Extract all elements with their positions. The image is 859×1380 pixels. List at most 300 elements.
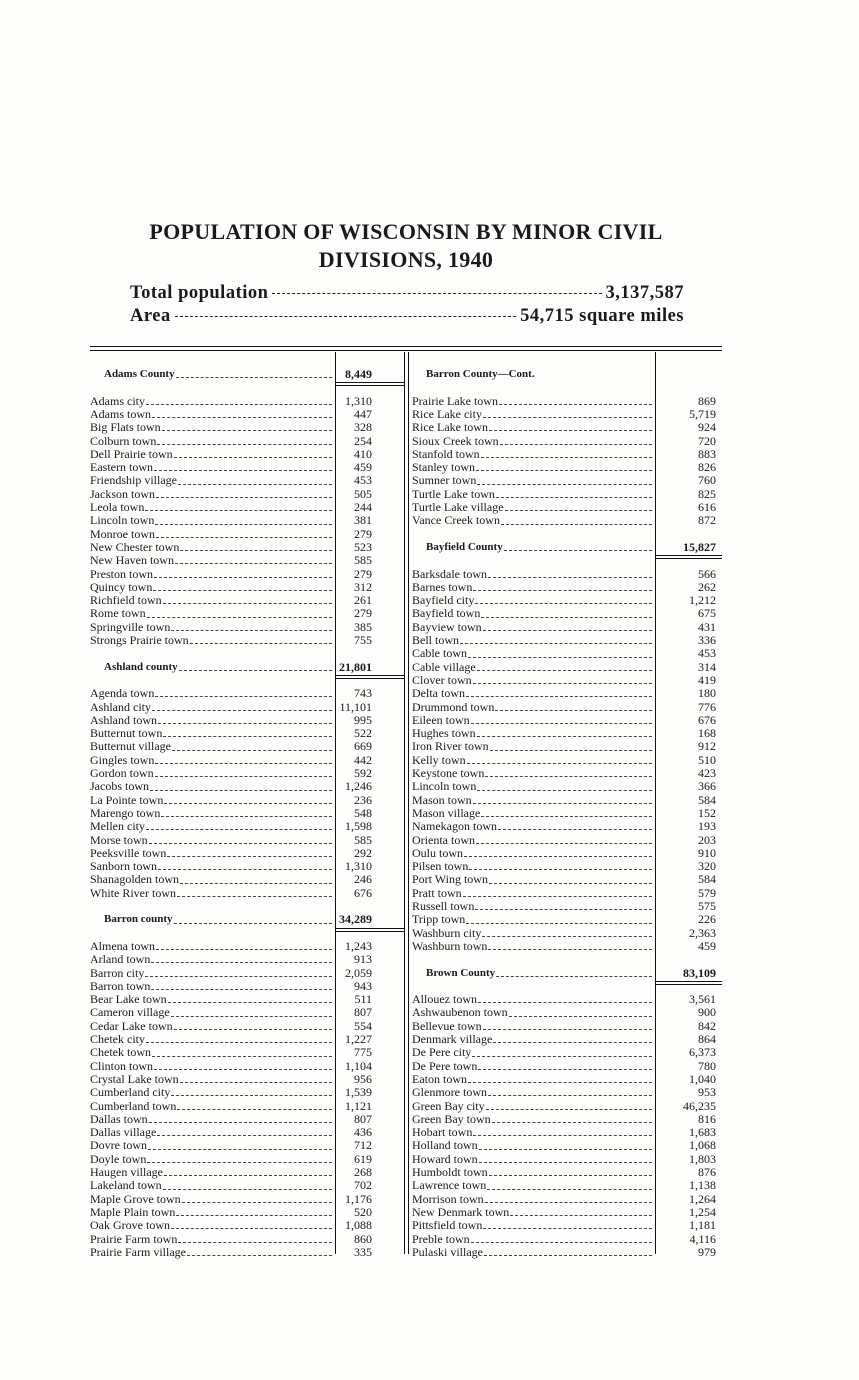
population-value: 279 — [354, 607, 372, 621]
division-label: Hobart town — [412, 1126, 473, 1140]
population-value: 410 — [354, 447, 372, 461]
leader-dots — [180, 883, 332, 884]
division-name — [412, 408, 652, 421]
division-name — [90, 767, 332, 780]
title-line-1: POPULATION OF WISCONSIN BY MINOR CIVIL — [149, 219, 663, 244]
division-label: Cedar Lake town — [90, 1019, 173, 1033]
population-value: 872 — [698, 514, 716, 528]
division-label: Marengo town — [90, 806, 161, 820]
county-header — [90, 913, 332, 926]
division-label: Bell town — [412, 634, 459, 647]
total-double-rule — [336, 382, 404, 386]
division-label: Monroe town — [90, 527, 155, 541]
leader-dots — [153, 590, 332, 591]
leader-dots — [477, 484, 652, 485]
population-value: 720 — [698, 434, 716, 448]
leader-dots — [172, 750, 332, 751]
area-value: 54,715 square miles — [520, 306, 684, 326]
division-label: Orienta town — [412, 833, 475, 847]
population-value: 776 — [698, 700, 716, 714]
leader-dots — [163, 736, 332, 737]
population-value: 585 — [354, 833, 372, 847]
division-label: Ashland city — [90, 700, 151, 714]
division-label: Oak Grove town — [90, 1219, 170, 1233]
county-header — [412, 967, 652, 980]
division-label: Preble town — [412, 1232, 470, 1246]
population-value: 292 — [354, 846, 372, 860]
leader-dots — [505, 510, 652, 511]
population-value: 807 — [354, 1006, 372, 1020]
total-population-label: Total population — [130, 283, 269, 303]
leader-dots — [473, 803, 652, 804]
population-value: 554 — [354, 1019, 372, 1033]
division-name — [90, 461, 332, 474]
leader-dots — [485, 1202, 652, 1203]
division-name — [412, 1020, 652, 1033]
division-label: Vance Creek town — [412, 514, 500, 528]
division-name — [412, 1166, 652, 1179]
division-label: New Haven town — [90, 554, 174, 568]
leader-dots — [175, 316, 516, 317]
leader-dots — [483, 630, 652, 631]
population-value: 1,138 — [689, 1179, 716, 1193]
leader-dots — [495, 710, 652, 711]
leader-dots — [145, 510, 332, 511]
column-divider — [404, 352, 405, 1254]
division-name — [412, 834, 652, 847]
division-label: Quincy town — [90, 580, 153, 594]
division-name — [90, 1126, 332, 1139]
population-value: 180 — [698, 687, 716, 701]
leader-dots — [163, 1189, 332, 1190]
division-label: Kelly town — [412, 753, 466, 767]
table-top-rule — [90, 346, 722, 351]
leader-dots — [176, 1215, 332, 1216]
population-value: 335 — [354, 1245, 372, 1259]
county-header — [90, 661, 332, 674]
population-value: 4,116 — [689, 1232, 716, 1246]
leader-dots — [467, 763, 652, 764]
division-label: Russell town — [412, 900, 475, 913]
division-name — [90, 607, 332, 620]
division-name — [412, 780, 652, 793]
division-name — [90, 568, 332, 581]
division-name — [90, 687, 332, 700]
county-total: 15,827 — [683, 540, 716, 554]
population-value: 419 — [698, 673, 716, 687]
leader-dots — [483, 1228, 652, 1229]
division-name — [412, 1206, 652, 1219]
population-value: 548 — [354, 806, 372, 820]
division-label: Cumberland city — [90, 1086, 171, 1100]
population-value: 883 — [698, 447, 716, 461]
population-value: 1,246 — [345, 780, 372, 794]
population-value: 254 — [354, 434, 372, 448]
leader-dots — [174, 457, 332, 458]
division-label: Strongs Prairie town — [90, 634, 189, 647]
division-name — [412, 594, 652, 607]
division-label: Howard town — [412, 1152, 478, 1166]
population-value: 864 — [698, 1033, 716, 1046]
population-value: 336 — [698, 634, 716, 647]
population-value: 842 — [698, 1019, 716, 1033]
division-name — [90, 1193, 332, 1206]
leader-dots — [473, 683, 652, 684]
population-value: 712 — [354, 1139, 372, 1153]
division-name — [412, 1179, 652, 1192]
leader-dots — [481, 617, 652, 618]
division-name — [90, 714, 332, 727]
population-value: 1,088 — [345, 1219, 372, 1233]
population-value: 3,561 — [689, 993, 716, 1007]
division-label: Friendship village — [90, 474, 177, 488]
division-name — [412, 1086, 652, 1099]
division-name — [90, 1033, 332, 1046]
total-double-rule — [656, 555, 722, 559]
division-label: White River town — [90, 886, 176, 900]
leader-dots — [176, 377, 332, 378]
population-value: 244 — [354, 501, 372, 514]
division-label: Peeksville town — [90, 846, 167, 860]
population-value: 869 — [698, 394, 716, 408]
division-label: Lakeland town — [90, 1179, 162, 1193]
division-name — [90, 953, 332, 966]
division-name — [412, 1233, 652, 1246]
population-value: 279 — [354, 527, 372, 541]
division-label: Big Flats town — [90, 421, 161, 435]
division-label: Haugen village — [90, 1166, 163, 1179]
population-value: 314 — [698, 660, 716, 674]
leader-dots — [500, 444, 652, 445]
population-value: 1,598 — [345, 820, 372, 834]
population-value: 1,539 — [345, 1086, 372, 1100]
division-name — [412, 1246, 652, 1259]
division-label: Butternut town — [90, 727, 163, 741]
division-name — [412, 887, 652, 900]
leader-dots — [477, 670, 652, 671]
county-total — [658, 368, 716, 381]
division-label: Sioux Creek town — [412, 434, 499, 448]
population-value: 1,683 — [689, 1126, 716, 1140]
population-value: 702 — [354, 1179, 372, 1193]
division-name — [412, 435, 652, 448]
leader-dots — [146, 829, 332, 830]
division-label: Keystone town — [412, 767, 485, 780]
division-name — [412, 488, 652, 501]
leader-dots — [157, 444, 332, 445]
division-label: Agenda town — [90, 687, 155, 701]
division-name — [90, 408, 332, 421]
division-name — [412, 687, 652, 700]
division-label: Bellevue town — [412, 1019, 482, 1033]
population-value: 459 — [698, 939, 716, 953]
division-label: Turtle Lake village — [412, 501, 504, 514]
leader-dots — [152, 1056, 332, 1057]
leader-dots — [479, 1149, 652, 1150]
population-value: 447 — [354, 407, 372, 421]
population-value: 584 — [698, 873, 716, 887]
leader-dots — [272, 293, 601, 294]
leader-dots — [155, 763, 332, 764]
leader-dots — [481, 457, 652, 458]
population-value: 1,121 — [345, 1099, 372, 1113]
division-label: Gingles town — [90, 753, 155, 767]
population-value: 1,212 — [689, 594, 716, 608]
division-name — [412, 1126, 652, 1139]
population-value: 900 — [698, 1006, 716, 1020]
division-label: Doyle town — [90, 1152, 147, 1166]
population-value: 510 — [698, 753, 716, 767]
division-name — [90, 435, 332, 448]
leader-dots — [488, 577, 652, 578]
division-label: Shanagolden town — [90, 873, 179, 887]
leader-dots — [177, 896, 332, 897]
leader-dots — [182, 1202, 332, 1203]
division-name — [412, 621, 652, 634]
division-name — [90, 740, 332, 753]
population-value: 523 — [354, 540, 372, 554]
division-label: Dell Prairie town — [90, 447, 173, 461]
leader-dots — [150, 790, 332, 791]
division-label: Allouez town — [412, 993, 477, 1007]
population-value: 669 — [354, 740, 372, 754]
population-value: 5,719 — [689, 407, 716, 421]
division-label: Eaton town — [412, 1072, 467, 1086]
division-label: Washburn town — [412, 939, 488, 953]
division-label: Leola town — [90, 501, 145, 514]
leader-dots — [482, 936, 652, 937]
division-label: Bayfield town — [412, 607, 481, 621]
total-double-rule — [656, 981, 722, 985]
population-value: 755 — [354, 634, 372, 647]
division-name — [412, 927, 652, 940]
leader-dots — [498, 829, 652, 830]
population-value: 193 — [698, 820, 716, 834]
leader-dots — [510, 1215, 652, 1216]
division-name — [90, 541, 332, 554]
population-value: 453 — [698, 647, 716, 661]
division-name — [412, 501, 652, 514]
population-value: 226 — [698, 913, 716, 927]
population-value: 1,803 — [689, 1152, 716, 1166]
division-label: Humboldt town — [412, 1166, 488, 1179]
county-header — [412, 368, 652, 381]
division-name — [90, 940, 332, 953]
leader-dots — [147, 1162, 332, 1163]
division-name — [90, 1006, 332, 1019]
population-value: 1,040 — [689, 1072, 716, 1086]
division-name — [90, 794, 332, 807]
division-name — [412, 794, 652, 807]
leader-dots — [471, 723, 652, 724]
area-label: Area — [130, 306, 171, 326]
leader-dots — [179, 670, 332, 671]
division-label: Green Bay city — [412, 1099, 485, 1113]
leader-dots — [145, 976, 332, 977]
division-name — [412, 873, 652, 886]
division-label: Clover town — [412, 673, 472, 687]
division-label: Rome town — [90, 607, 146, 621]
population-value: 152 — [698, 806, 716, 820]
leader-dots — [473, 1135, 652, 1136]
division-name — [90, 634, 332, 647]
division-name — [90, 1139, 332, 1152]
division-label: Barron city — [90, 966, 145, 980]
population-value: 520 — [354, 1205, 372, 1219]
division-name — [90, 1219, 332, 1232]
leader-dots — [164, 1175, 332, 1176]
leader-dots — [164, 803, 332, 804]
division-label: Holland town — [412, 1139, 478, 1153]
county-total: 21,801 — [339, 660, 372, 674]
division-name — [412, 701, 652, 714]
leader-dots — [155, 696, 332, 697]
division-name — [412, 1033, 652, 1046]
division-name — [412, 1006, 652, 1019]
population-value: 268 — [354, 1166, 372, 1179]
leader-dots — [158, 723, 332, 724]
population-value: 279 — [354, 567, 372, 581]
leader-dots — [151, 989, 332, 990]
division-label: Dallas village — [90, 1126, 157, 1140]
division-label: Iron River town — [412, 740, 489, 754]
division-name — [412, 1113, 652, 1126]
division-name — [412, 1193, 652, 1206]
leader-dots — [147, 617, 332, 618]
leader-dots — [190, 643, 332, 644]
division-label: Pulaski village — [412, 1245, 483, 1259]
population-value: 312 — [354, 580, 372, 594]
leader-dots — [149, 843, 332, 844]
division-label: Pilsen town — [412, 860, 469, 874]
population-value: 1,254 — [689, 1205, 716, 1219]
population-value: 775 — [354, 1046, 372, 1060]
division-name — [90, 873, 332, 886]
total-double-rule — [336, 675, 404, 679]
division-label: Chetek city — [90, 1033, 145, 1046]
population-value: 431 — [698, 620, 716, 634]
leader-dots — [496, 976, 652, 977]
division-name — [412, 1060, 652, 1073]
population-value: 46,235 — [683, 1099, 716, 1113]
division-name — [412, 727, 652, 740]
population-value: 566 — [698, 567, 716, 581]
division-name — [412, 767, 652, 780]
leader-dots — [178, 1242, 332, 1243]
population-value: 246 — [354, 873, 372, 887]
population-value: 860 — [354, 1232, 372, 1246]
leader-dots — [177, 1109, 332, 1110]
leader-dots — [156, 497, 332, 498]
division-name — [412, 1046, 652, 1059]
population-value: 320 — [698, 860, 716, 874]
division-name — [412, 514, 652, 527]
leader-dots — [152, 417, 332, 418]
division-name — [412, 634, 652, 647]
population-value: 616 — [698, 501, 716, 514]
division-name — [412, 1100, 652, 1113]
division-label: Cable town — [412, 647, 467, 661]
division-label: Gordon town — [90, 767, 154, 780]
division-name — [90, 980, 332, 993]
population-value: 168 — [698, 727, 716, 741]
population-value: 203 — [698, 833, 716, 847]
page-title — [90, 218, 722, 274]
leader-dots — [146, 404, 332, 405]
leader-dots — [157, 1135, 332, 1136]
division-name — [412, 1219, 652, 1232]
division-name — [90, 1100, 332, 1113]
population-value: 676 — [354, 886, 372, 900]
leader-dots — [477, 736, 652, 737]
division-name — [90, 528, 332, 541]
total-double-rule — [336, 928, 404, 932]
population-value: 675 — [698, 607, 716, 621]
population-value: 780 — [698, 1059, 716, 1073]
division-label: Tripp town — [412, 913, 466, 927]
division-label: Ashwaubenon town — [412, 1006, 508, 1020]
division-label: Rice Lake town — [412, 421, 488, 435]
division-name — [90, 448, 332, 461]
population-value: 943 — [354, 979, 372, 993]
leader-dots — [475, 603, 652, 604]
division-name — [412, 820, 652, 833]
leader-dots — [466, 923, 652, 924]
division-name — [90, 501, 332, 514]
division-name — [90, 395, 332, 408]
division-label: Brown County — [426, 966, 496, 979]
division-label: Barksdale town — [412, 567, 487, 581]
division-label: Dovre town — [90, 1139, 147, 1153]
total-population-row — [130, 283, 684, 307]
division-name — [412, 1153, 652, 1166]
leader-dots — [174, 923, 332, 924]
division-name — [412, 1073, 652, 1086]
population-value: 579 — [698, 886, 716, 900]
division-label: Bayfield County — [426, 540, 503, 553]
leader-dots — [473, 590, 652, 591]
leader-dots — [163, 603, 332, 604]
leader-dots — [155, 524, 332, 525]
division-name — [412, 474, 652, 487]
population-value: 236 — [354, 793, 372, 807]
population-value: 876 — [698, 1166, 716, 1179]
division-name — [412, 448, 652, 461]
column-divider — [655, 352, 656, 1254]
division-name — [90, 1046, 332, 1059]
population-value: 585 — [354, 554, 372, 568]
division-name — [90, 993, 332, 1006]
leader-dots — [489, 883, 652, 884]
leader-dots — [479, 1162, 652, 1163]
population-value: 1,264 — [689, 1192, 716, 1206]
division-label: Bayfield city — [412, 594, 475, 608]
population-value: 262 — [698, 580, 716, 594]
division-name — [90, 727, 332, 740]
division-label: Morse town — [90, 833, 148, 847]
leader-dots — [154, 577, 332, 578]
leader-dots — [490, 750, 652, 751]
division-name — [90, 581, 332, 594]
division-label: Eastern town — [90, 461, 153, 475]
division-label: Lawrence town — [412, 1179, 487, 1193]
leader-dots — [171, 1228, 332, 1229]
population-value: 995 — [354, 713, 372, 727]
division-name — [412, 807, 652, 820]
population-value: 584 — [698, 793, 716, 807]
population-value: 956 — [354, 1072, 372, 1086]
division-label: Sanborn town — [90, 860, 157, 874]
